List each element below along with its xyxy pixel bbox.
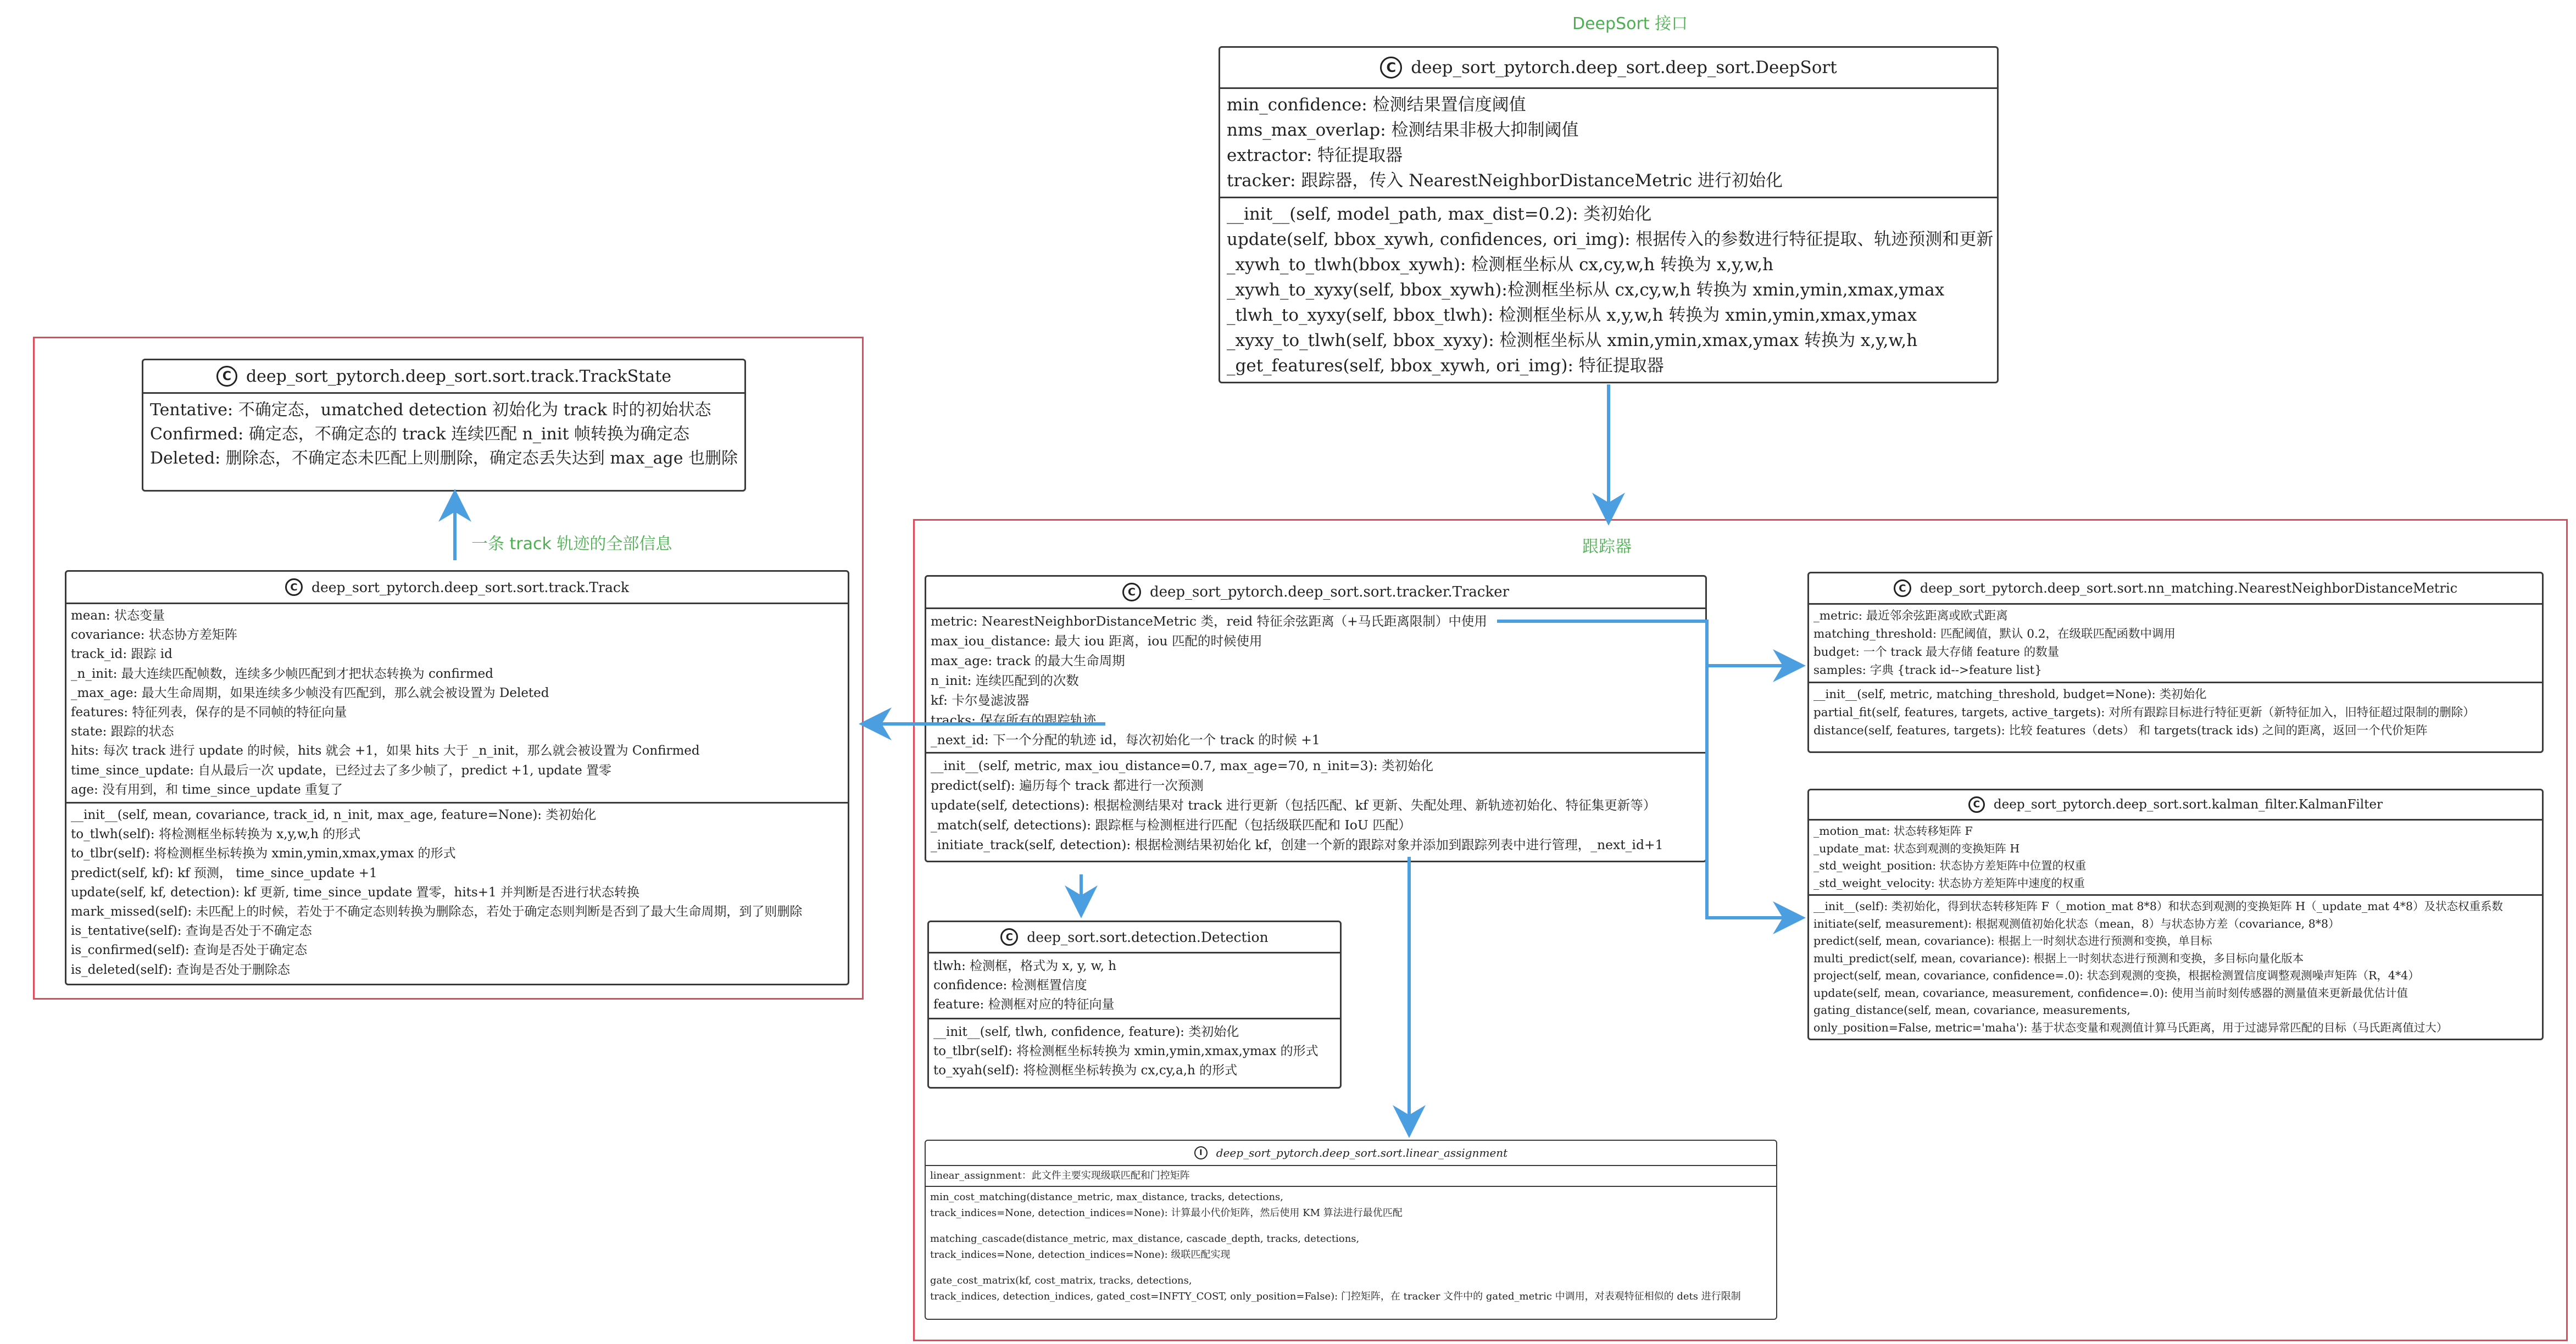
member-row: _metric: 最近邻余弦距离或欧式距离 [1813, 609, 2008, 623]
member-row: _std_weight_position: 状态协方差矩阵中位置的权重 [1813, 859, 2087, 872]
class-c-icon: C [1968, 796, 1985, 813]
member-row: hits: 每次 track 进行 update 的时候，hits 就会 +1，如果 hits 大于 _n_init，那么就会被设置为 Confirmed [71, 744, 700, 759]
kalman-class-title: deep_sort_pytorch.deep_sort.sort.kalman_filter.KalmanFilter [1993, 798, 2383, 812]
member-row: to_tlwh(self): 将检测框坐标转换为 x,y,w,h 的形式 [71, 827, 361, 842]
track-class-title: deep_sort_pytorch.deep_sort.sort.track.Track [311, 579, 630, 595]
member-row: distance(self, features, targets): 比较 features（dets） 和 targets(track ids) 之间的距离，返回一个代价矩阵 [1813, 724, 2428, 738]
detection-attributes [929, 953, 1340, 1019]
member-row: _n_init: 最大连续匹配帧数，连续多少帧匹配到才把状态转换为 confirmed [71, 666, 493, 681]
deepsort-group-label: DeepSort 接口 [1572, 14, 1688, 34]
member-row: mean: 状态变量 [71, 609, 165, 623]
track-attributes [66, 604, 848, 804]
class-c-icon: C [216, 366, 237, 387]
member-row [930, 1221, 1772, 1231]
member-row: is_deleted(self): 查询是否处于删除态 [71, 962, 290, 977]
member-row: budget: 一个 track 最大存储 feature 的数量 [1813, 645, 2060, 659]
tracker-attributes [926, 609, 1705, 754]
member-row: min_confidence: 检测结果置信度阈值 [1227, 95, 1526, 115]
member-row: extractor: 特征提取器 [1227, 146, 1403, 165]
deepsort-methods [1220, 198, 1997, 382]
member-row: _initiate_track(self, detection): 根据检测结果初始化 kf，创建一个新的跟踪对象并添加到跟踪列表中进行管理，_next_id+1 [931, 837, 1663, 852]
member-row: __init__(self, tlwh, confidence, feature): 类初始化 [933, 1025, 1239, 1039]
member-row: max_age: track 的最大生命周期 [931, 653, 1125, 668]
detection-class-box [927, 921, 1342, 1089]
nnmetric-methods [1809, 683, 2542, 742]
linear-assignment-methods [926, 1187, 1776, 1307]
tracker-class-box [925, 575, 1707, 862]
member-row: mark_missed(self): 未匹配上的时候，若处于不确定态则转换为删除态，若处于确定态则判断是否到了最大生命周期，到了则删除 [71, 905, 803, 919]
member-row: tracks: 保存所有的跟踪轨迹 [931, 712, 1097, 728]
member-row: to_tlbr(self): 将检测框坐标转换为 xmin,ymin,xmax,ymax 的形式 [71, 846, 456, 861]
trackstate-class-box [142, 359, 746, 492]
interface-i-icon: I [1194, 1146, 1208, 1159]
member-row: _tlwh_to_xyxy(self, bbox_tlwh): 检测框坐标从 x,y,w,h 转换为 xmin,ymin,xmax,ymax [1227, 305, 1917, 325]
member-row: to_xyah(self): 将检测框坐标转换为 cx,cy,a,h 的形式 [933, 1063, 1238, 1078]
member-row: state: 跟踪的状态 [71, 724, 174, 739]
tracker-methods [926, 754, 1705, 857]
member-row: samples: 字典 {track id-->feature list} [1813, 663, 2042, 677]
deepsort-class-title: deep_sort_pytorch.deep_sort.deep_sort.DeepSort [1411, 58, 1837, 77]
linear-assignment-box [925, 1140, 1777, 1320]
kalman-attributes [1809, 821, 2542, 896]
class-c-icon: C [285, 578, 303, 596]
deepsort-attributes [1220, 89, 1997, 198]
nnmetric-attributes [1809, 605, 2542, 683]
class-c-icon: C [1894, 579, 1911, 597]
detection-class-title: deep_sort.sort.detection.Detection [1027, 929, 1268, 945]
track-class-box [65, 570, 849, 985]
member-row: is_confirmed(self): 查询是否处于确定态 [71, 943, 307, 958]
member-row: only_position=False, metric='maha'): 基于状态变量和观测值计算马氏距离，用于过滤异常匹配的目标（马氏距离值过大） [1813, 1020, 2448, 1034]
member-row: __init__(self, mean, covariance, track_id, n_init, max_age, feature=None): 类初始化 [71, 808, 597, 823]
detection-methods [929, 1019, 1340, 1084]
deepsort-class-box [1219, 46, 1999, 383]
member-row: n_init: 连续匹配到的次数 [931, 673, 1079, 688]
member-row: __init__(self): 类初始化，得到状态转移矩阵 F（_motion_mat 8*8）和状态到观测的变换矩阵 H（_update_mat 4*8）及状态权重系数 [1813, 900, 2503, 913]
member-row: Confirmed: 确定态，不确定态的 track 连续匹配 n_init 帧转换为确定态 [150, 425, 690, 444]
member-row: matching_threshold: 匹配阈值，默认 0.2，在级联匹配函数中调用 [1813, 627, 2176, 641]
member-row: _match(self, detections): 跟踪框与检测框进行匹配（包括级联匹配和 IoU 匹配） [931, 817, 1411, 833]
member-row: partial_fit(self, features, targets, active_targets): 对所有跟踪目标进行特征更新（新特征加入，旧特征超过限制的删除） [1813, 706, 2475, 720]
member-row: _xywh_to_xyxy(self, bbox_xywh):检测框坐标从 cx,cy,w,h 转换为 xmin,ymin,xmax,ymax [1227, 280, 1945, 300]
class-c-icon: C [1122, 583, 1141, 601]
member-row: _max_age: 最大生命周期，如果连续多少帧没有匹配到，那么就会被设置为 Deleted [71, 685, 549, 700]
member-row: min_cost_matching(distance_metric, max_distance, tracks, detections, [930, 1191, 1284, 1203]
member-row: predict(self, kf): kf 预测， time_since_update +1 [71, 866, 377, 880]
member-row: _std_weight_velocity: 状态协方差矩阵中速度的权重 [1813, 876, 2085, 890]
member-row: track_id: 跟踪 id [71, 647, 173, 662]
member-row: tlwh: 检测框，格式为 x, y, w, h [933, 959, 1117, 973]
member-row: matching_cascade(distance_metric, max_distance, cascade_depth, tracks, detections, [930, 1233, 1360, 1245]
member-row: kf: 卡尔曼滤波器 [931, 693, 1030, 708]
member-row: _xywh_to_tlwh(bbox_xywh): 检测框坐标从 cx,cy,w,h 转换为 x,y,w,h [1227, 255, 1774, 275]
member-row: _xyxy_to_tlwh(self, bbox_xyxy): 检测框坐标从 xmin,ymin,xmax,ymax 转换为 x,y,w,h [1227, 331, 1918, 350]
tracker-group-label: 跟踪器 [1582, 537, 1632, 556]
linear-assignment-attributes [926, 1166, 1776, 1187]
nnmetric-class-box [1807, 572, 2544, 753]
member-row: linear_assignment：此文件主要实现级联匹配和门控矩阵 [930, 1170, 1190, 1181]
member-row: __init__(self, metric, max_iou_distance=0.7, max_age=70, n_init=3): 类初始化 [931, 758, 1434, 773]
member-row: _get_features(self, bbox_xywh, ori_img): 特征提取器 [1227, 356, 1664, 376]
member-row: features: 特征列表，保存的是不同帧的特征向量 [71, 705, 347, 720]
member-row: feature: 检测框对应的特征向量 [933, 997, 1115, 1012]
trackstate-attributes [143, 394, 744, 475]
member-row: _next_id: 下一个分配的轨迹 id，每次初始化一个 track 的时候 +1 [931, 732, 1320, 748]
kalman-methods [1809, 896, 2542, 1039]
member-row: nms_max_overlap: 检测结果非极大抑制阈值 [1227, 120, 1579, 140]
class-c-icon: C [1380, 57, 1402, 79]
member-row: metric: NearestNeighborDistanceMetric 类，reid 特征余弦距离（+马氏距离限制）中使用 [931, 614, 1487, 629]
linear-assignment-title: deep_sort_pytorch.deep_sort.sort.linear_assignment [1216, 1146, 1508, 1159]
member-row: _update_mat: 状态到观测的变换矩阵 H [1813, 841, 2020, 855]
member-row: tracker: 跟踪器，传入 NearestNeighborDistanceMetric 进行初始化 [1227, 171, 1783, 191]
member-row: track_indices=None, detection_indices=None): 级联匹配实现 [930, 1249, 1231, 1261]
member-row: initiate(self, measurement): 根据观测值初始化状态（mean，8）与状态协方差（covariance, 8*8） [1813, 917, 2340, 930]
class-c-icon: C [1000, 928, 1018, 946]
member-row: max_iou_distance: 最大 iou 距离，iou 匹配的时候使用 [931, 633, 1262, 649]
member-row: update(self, mean, covariance, measurement, confidence=.0): 使用当前时刻传感器的测量值来更新最优估计值 [1813, 986, 2408, 1000]
member-row: age: 没有用到，和 time_since_update 重复了 [71, 782, 343, 797]
member-row: track_indices, detection_indices, gated_cost=INFTY_COST, only_position=False): 门控矩阵，在 tracker 文件中的 gated_metric 中调用，对表观特征相似的 dets 进行限制 [930, 1291, 1741, 1302]
member-row [930, 1263, 1772, 1273]
member-row: gating_distance(self, mean, covariance, measurements, [1813, 1003, 2130, 1017]
member-row: time_since_update: 自从最后一次 update，已经过去了多少帧了，predict +1, update 置零 [71, 763, 612, 778]
member-row: predict(self): 遍历每个 track 都进行一次预测 [931, 778, 1204, 793]
member-row: __init__(self, metric, matching_threshold, budget=None): 类初始化 [1813, 688, 2207, 701]
track-info-label: 一条 track 轨迹的全部信息 [471, 534, 672, 554]
tracker-class-title: deep_sort_pytorch.deep_sort.sort.tracker.Tracker [1149, 584, 1510, 600]
member-row: to_tlbr(self): 将检测框坐标转换为 xmin,ymin,xmax,ymax 的形式 [933, 1044, 1318, 1058]
member-row: __init__(self, model_path, max_dist=0.2): 类初始化 [1227, 204, 1652, 224]
member-row: gate_cost_matrix(kf, cost_matrix, tracks, detections, [930, 1275, 1192, 1286]
kalman-class-box [1807, 789, 2544, 1040]
member-row: predict(self, mean, covariance): 根据上一时刻状态进行预测和变换，单目标 [1813, 934, 2212, 947]
member-row: multi_predict(self, mean, covariance): 根据上一时刻状态进行预测和变换，多目标向量化版本 [1813, 951, 2304, 965]
member-row: _motion_mat: 状态转移矩阵 F [1813, 824, 1973, 838]
member-row: Deleted: 删除态，不确定态未匹配上则删除，确定态丢失达到 max_age 也删除 [150, 449, 738, 468]
member-row: Tentative: 不确定态，umatched detection 初始化为 track 时的初始状态 [150, 400, 711, 420]
member-row: update(self, detections): 根据检测结果对 track 进行更新（包括匹配、kf 更新、失配处理、新轨迹初始化、特征集更新等） [931, 798, 1656, 813]
member-row: update(self, kf, detection): kf 更新, time_since_update 置零，hits+1 并判断是否进行状态转换 [71, 885, 639, 900]
member-row: confidence: 检测框置信度 [933, 978, 1087, 992]
trackstate-class-title: deep_sort_pytorch.deep_sort.sort.track.TrackState [246, 366, 672, 386]
member-row: is_tentative(self): 查询是否处于不确定态 [71, 924, 312, 939]
member-row: update(self, bbox_xywh, confidences, ori_img): 根据传入的参数进行特征提取、轨迹预测和更新 [1227, 230, 1994, 249]
member-row: project(self, mean, covariance, confidence=.0): 状态到观测的变换，根据检测置信度调整观测噪声矩阵（R，4*4） [1813, 969, 2419, 982]
member-row: covariance: 状态协方差矩阵 [71, 628, 237, 643]
nnmetric-class-title: deep_sort_pytorch.deep_sort.sort.nn_matching.NearestNeighborDistanceMetric [1920, 581, 2458, 596]
member-row: track_indices=None, detection_indices=None): 计算最小代价矩阵，然后使用 KM 算法进行最优匹配 [930, 1207, 1403, 1219]
track-methods [66, 804, 848, 982]
